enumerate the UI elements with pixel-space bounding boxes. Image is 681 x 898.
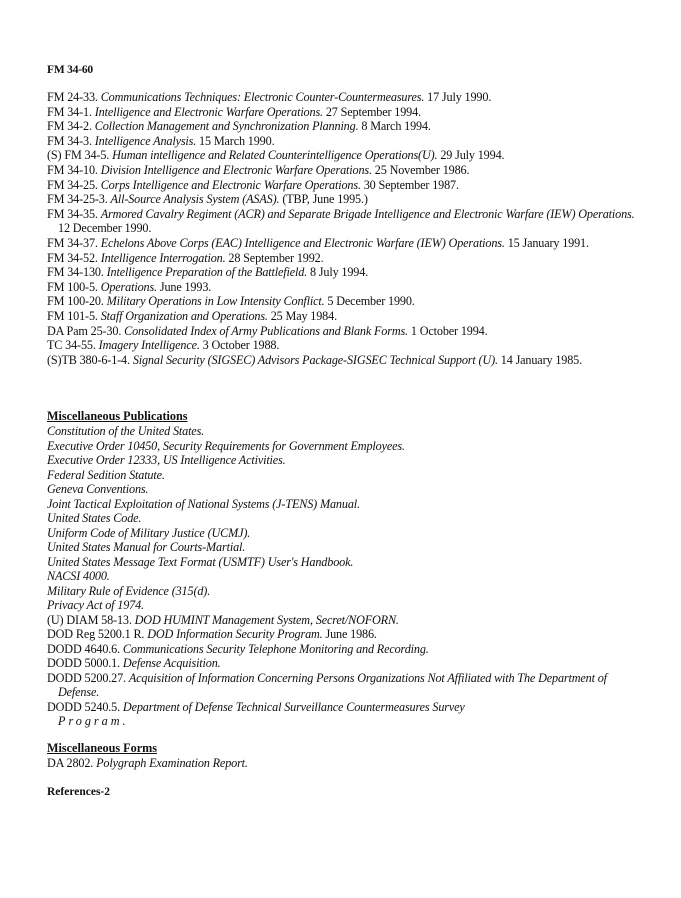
publication-number: DOD Reg 5200.1 R. bbox=[47, 627, 148, 641]
misc-publication-item: Uniform Code of Military Justice (UCMJ). bbox=[47, 525, 251, 540]
misc-publication-item: Geneva Conventions. bbox=[47, 482, 149, 496]
reference-number: FM 34-25. bbox=[47, 177, 101, 192]
reference-title: Communications Techniques: Electronic Counter-Countermeasures. bbox=[100, 90, 425, 104]
reference-date: 12 December 1990. bbox=[58, 221, 152, 236]
page-footer-label: References-2 bbox=[47, 786, 111, 798]
reference-title: Operations. bbox=[100, 279, 157, 294]
reference-title: Intelligence Preparation of the Battlefield. bbox=[106, 265, 308, 280]
document-id-header: FM 34-60 bbox=[47, 64, 93, 76]
misc-publication-item bbox=[47, 642, 647, 657]
publication-number: (U) DIAM 58-13. bbox=[47, 612, 135, 627]
misc-publications-heading: Miscellaneous Publications bbox=[47, 409, 188, 423]
reference-number: FM 34-10. bbox=[47, 162, 101, 177]
reference-item bbox=[47, 251, 647, 266]
reference-date: 28 September 1992. bbox=[225, 250, 324, 265]
reference-item bbox=[47, 309, 647, 324]
reference-item bbox=[47, 134, 647, 149]
reference-date: 3 October 1988. bbox=[199, 338, 280, 353]
reference-date: 1 October 1994. bbox=[407, 323, 488, 338]
reference-date: 5 December 1990. bbox=[324, 294, 415, 309]
publication-title-continuation: Program. bbox=[58, 714, 129, 728]
reference-date: 15 March 1990. bbox=[196, 133, 275, 148]
publication-title: Department of Defense Technical Surveillance Countermeasures Survey bbox=[122, 699, 465, 714]
misc-publication-item bbox=[47, 671, 647, 700]
reference-item bbox=[47, 265, 647, 280]
misc-publication-item: Privacy Act of 1974. bbox=[47, 598, 144, 612]
publication-date: June 1986. bbox=[322, 627, 377, 641]
reference-number: FM 100-5. bbox=[47, 279, 101, 294]
reference-number: FM 34-130. bbox=[47, 265, 107, 280]
misc-publication-item: NACSI 4000. bbox=[47, 569, 110, 583]
reference-number: (S)TB 380-6-1-4. bbox=[47, 352, 133, 367]
reference-number: FM 100-20. bbox=[47, 294, 107, 309]
misc-publication-item: Executive Order 10450, Security Requirements for Government Employees. bbox=[47, 438, 405, 453]
misc-publication-item bbox=[47, 613, 647, 628]
reference-date: 8 March 1994. bbox=[358, 119, 431, 134]
reference-title: Imagery Intelligence. bbox=[98, 338, 200, 353]
misc-publication-item: Joint Tactical Exploitation of National Systems (J-TENS) Manual. bbox=[47, 496, 360, 511]
reference-title: Intelligence and Electronic Warfare Operations. bbox=[94, 104, 323, 119]
reference-item bbox=[47, 90, 647, 105]
reference-number: FM 34-52. bbox=[47, 250, 101, 265]
reference-date: (TBP, June 1995.) bbox=[279, 192, 368, 207]
misc-publication-item: Military Rule of Evidence (315(d). bbox=[47, 583, 211, 598]
form-title: Polygraph Examination Report. bbox=[96, 756, 248, 770]
reference-number: FM 34-37. bbox=[47, 235, 101, 250]
reference-item bbox=[47, 119, 647, 134]
reference-date: 27 September 1994. bbox=[322, 104, 421, 119]
reference-number: FM 34-1. bbox=[47, 104, 95, 119]
reference-date: 30 September 1987. bbox=[360, 177, 459, 192]
references-list bbox=[47, 90, 647, 367]
reference-title: Armored Cavalry Regiment (ACR) and Separate Brigade Intelligence and Electronic Warfare (IEW) Operations. bbox=[100, 206, 635, 221]
misc-publication-item: United States Code. bbox=[47, 511, 142, 525]
reference-item bbox=[47, 105, 647, 120]
misc-publication-item bbox=[47, 700, 647, 715]
publication-title: Acquisition of Information Concerning Persons Organizations Not Affiliated with The Department of Defense. bbox=[58, 670, 607, 699]
publication-number: DODD 5200.27. bbox=[47, 670, 129, 685]
reference-date: 8 July 1994. bbox=[307, 265, 369, 280]
reference-item bbox=[47, 192, 647, 207]
reference-title: Division Intelligence and Electronic Warfare Operations. bbox=[100, 162, 372, 177]
reference-date: June 1993. bbox=[156, 279, 212, 294]
misc-publication-item bbox=[47, 714, 647, 729]
reference-number: FM 34-25-3. bbox=[47, 192, 111, 207]
publication-title: Defense Acquisition. bbox=[122, 656, 221, 670]
reference-number: FM 24-33. bbox=[47, 90, 101, 104]
publication-title: Communications Security Telephone Monitoring and Recording. bbox=[122, 641, 429, 656]
reference-title: Consolidated Index of Army Publications and Blank Forms. bbox=[124, 323, 408, 338]
misc-publications-list bbox=[47, 424, 647, 729]
reference-item bbox=[47, 178, 647, 193]
reference-number: DA Pam 25-30. bbox=[47, 323, 125, 338]
reference-item bbox=[47, 163, 647, 178]
reference-item bbox=[47, 353, 647, 368]
reference-number: FM 101-5. bbox=[47, 308, 101, 323]
misc-publication-item bbox=[47, 627, 647, 642]
reference-item bbox=[47, 294, 647, 309]
reference-item bbox=[47, 324, 647, 339]
reference-title: Collection Management and Synchronization Planning. bbox=[94, 119, 359, 134]
reference-item bbox=[47, 280, 647, 295]
misc-form-item bbox=[47, 756, 647, 771]
reference-date: 15 January 1991. bbox=[504, 235, 589, 250]
reference-title: All-Source Analysis System (ASAS). bbox=[110, 192, 280, 207]
publication-title: DOD HUMINT Management System, Secret/NOFORN. bbox=[134, 612, 399, 627]
form-number: DA 2802. bbox=[47, 756, 97, 770]
reference-title: Signal Security (SIGSEC) Advisors Package-SIGSEC Technical Support (U). bbox=[132, 352, 498, 367]
misc-publication-item: United States Message Text Format (USMTF) User's Handbook. bbox=[47, 554, 354, 569]
reference-item bbox=[47, 148, 647, 163]
misc-publication-item: Constitution of the United States. bbox=[47, 424, 205, 438]
publication-number: DODD 5000.1. bbox=[47, 656, 123, 670]
publication-title: DOD Information Security Program. bbox=[147, 627, 323, 641]
reference-date: 25 May 1984. bbox=[267, 308, 337, 323]
reference-date: 25 November 1986. bbox=[371, 162, 470, 177]
misc-publication-item: Executive Order 12333, US Intelligence Activities. bbox=[47, 453, 286, 467]
reference-item bbox=[47, 338, 647, 353]
misc-publication-item bbox=[47, 656, 647, 671]
reference-item bbox=[47, 207, 647, 236]
misc-forms-list bbox=[47, 756, 647, 771]
publication-number: DODD 4640.6. bbox=[47, 641, 123, 656]
reference-date: 17 July 1990. bbox=[424, 90, 492, 104]
reference-title: Intelligence Interrogation. bbox=[100, 250, 226, 265]
publication-number: DODD 5240.5. bbox=[47, 699, 123, 714]
reference-number: FM 34-2. bbox=[47, 119, 95, 134]
reference-title: Human intelligence and Related Counterintelligence Operations(U). bbox=[112, 148, 438, 163]
reference-number: FM 34-3. bbox=[47, 133, 95, 148]
reference-number: (S) FM 34-5. bbox=[47, 148, 113, 163]
reference-title: Intelligence Analysis. bbox=[94, 133, 197, 148]
reference-date: 14 January 1985. bbox=[497, 352, 582, 367]
reference-title: Military Operations in Low Intensity Conflict. bbox=[106, 294, 325, 309]
reference-date: 29 July 1994. bbox=[437, 148, 505, 163]
misc-forms-heading: Miscellaneous Forms bbox=[47, 741, 158, 755]
reference-number: TC 34-55. bbox=[47, 338, 99, 353]
reference-item bbox=[47, 236, 647, 251]
misc-publication-item: Federal Sedition Statute. bbox=[47, 467, 165, 482]
reference-title: Echelons Above Corps (EAC) Intelligence and Electronic Warfare (IEW) Operations. bbox=[100, 235, 505, 250]
misc-publication-item: United States Manual for Courts-Martial. bbox=[47, 540, 246, 554]
reference-title: Corps Intelligence and Electronic Warfare Operations. bbox=[100, 177, 361, 192]
reference-number: FM 34-35. bbox=[47, 206, 101, 221]
reference-title: Staff Organization and Operations. bbox=[100, 308, 268, 323]
